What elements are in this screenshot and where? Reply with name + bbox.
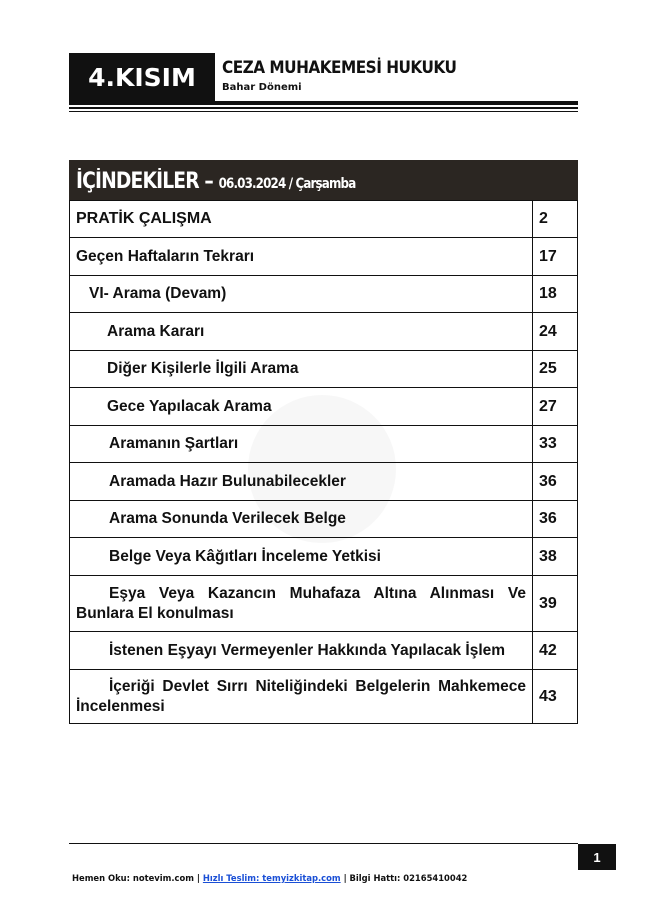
toc-entry-title-wrap[interactable] bbox=[70, 576, 533, 632]
toc-entry-title[interactable]: İstenen Eşyayı Vermeyenler Hakkında Yapılacak İşlem bbox=[70, 632, 533, 670]
toc-row[interactable] bbox=[70, 463, 578, 501]
section-label: 4.KISIM bbox=[69, 53, 215, 101]
toc-entry-title[interactable]: Aramada Hazır Bulunabilecekler bbox=[70, 463, 533, 501]
toc-rows bbox=[69, 200, 578, 724]
toc-row[interactable] bbox=[70, 238, 578, 276]
toc-title: İÇİNDEKİLER – bbox=[76, 169, 213, 194]
toc-entry-page: 27 bbox=[533, 388, 578, 426]
toc-title-wrap bbox=[76, 169, 355, 194]
toc-row[interactable] bbox=[70, 670, 578, 724]
toc-entry-title[interactable]: İçeriği Devlet Sırrı Niteliğindeki Belgelerin Mahkemece İncelenmesi bbox=[76, 677, 526, 715]
header-rule-thin bbox=[69, 111, 578, 112]
toc-row[interactable] bbox=[70, 276, 578, 313]
table-of-contents bbox=[69, 160, 578, 724]
toc-row[interactable] bbox=[70, 426, 578, 463]
toc-row[interactable] bbox=[70, 201, 578, 238]
toc-row[interactable] bbox=[70, 351, 578, 388]
toc-entry-page: 24 bbox=[533, 313, 578, 351]
footer-rule bbox=[69, 843, 578, 844]
toc-entry-title[interactable]: Arama Kararı bbox=[70, 313, 533, 351]
toc-entry-title[interactable]: Aramanın Şartları bbox=[70, 426, 533, 463]
toc-entry-page: 38 bbox=[533, 538, 578, 576]
footer-separator: | bbox=[196, 873, 200, 883]
toc-entry-title[interactable]: VI- Arama (Devam) bbox=[70, 276, 533, 313]
toc-entry-page: 43 bbox=[533, 670, 578, 724]
toc-entry-page: 36 bbox=[533, 501, 578, 538]
toc-entry-page: 17 bbox=[533, 238, 578, 276]
toc-entry-page: 36 bbox=[533, 463, 578, 501]
toc-entry-title[interactable]: PRATİK ÇALIŞMA bbox=[70, 201, 533, 238]
toc-entry-page: 25 bbox=[533, 351, 578, 388]
footer-delivery-link[interactable]: Hızlı Teslim: temyizkitap.com bbox=[202, 873, 341, 883]
toc-row[interactable] bbox=[70, 576, 578, 632]
toc-row[interactable] bbox=[70, 632, 578, 670]
toc-entry-title[interactable]: Diğer Kişilerle İlgili Arama bbox=[70, 351, 533, 388]
course-title: CEZA MUHAKEMESİ HUKUKU bbox=[222, 58, 457, 78]
toc-entry-title[interactable]: Eşya Veya Kazancın Muhafaza Altına Alınması Ve Bunlara El konulması bbox=[76, 584, 526, 622]
toc-entry-page: 33 bbox=[533, 426, 578, 463]
term-label: Bahar Dönemi bbox=[222, 82, 302, 93]
footer-read-link[interactable]: Hemen Oku: notevim.com bbox=[72, 873, 194, 883]
toc-entry-title[interactable]: Arama Sonunda Verilecek Belge bbox=[70, 501, 533, 538]
toc-entry-title[interactable]: Belge Veya Kâğıtları İnceleme Yetkisi bbox=[70, 538, 533, 576]
toc-row[interactable] bbox=[70, 538, 578, 576]
toc-row[interactable] bbox=[70, 388, 578, 426]
header-rule-thick bbox=[69, 101, 578, 105]
page-number: 1 bbox=[578, 844, 616, 870]
footer-separator: | bbox=[343, 873, 347, 883]
header-rule-mid bbox=[69, 107, 578, 109]
toc-entry-title[interactable]: Geçen Haftaların Tekrarı bbox=[70, 238, 533, 276]
toc-entry-page: 39 bbox=[533, 576, 578, 632]
toc-entry-page: 18 bbox=[533, 276, 578, 313]
footer-hotline: Bilgi Hattı: 02165410042 bbox=[349, 873, 468, 883]
toc-entry-page: 2 bbox=[533, 201, 578, 238]
toc-entry-title-wrap[interactable] bbox=[70, 670, 533, 724]
toc-row[interactable] bbox=[70, 313, 578, 351]
toc-entry-page: 42 bbox=[533, 632, 578, 670]
toc-header bbox=[69, 160, 578, 200]
footer-text bbox=[72, 873, 467, 883]
toc-date: 06.03.2024 / Çarşamba bbox=[218, 176, 356, 192]
toc-row[interactable] bbox=[70, 501, 578, 538]
toc-entry-title[interactable]: Gece Yapılacak Arama bbox=[70, 388, 533, 426]
